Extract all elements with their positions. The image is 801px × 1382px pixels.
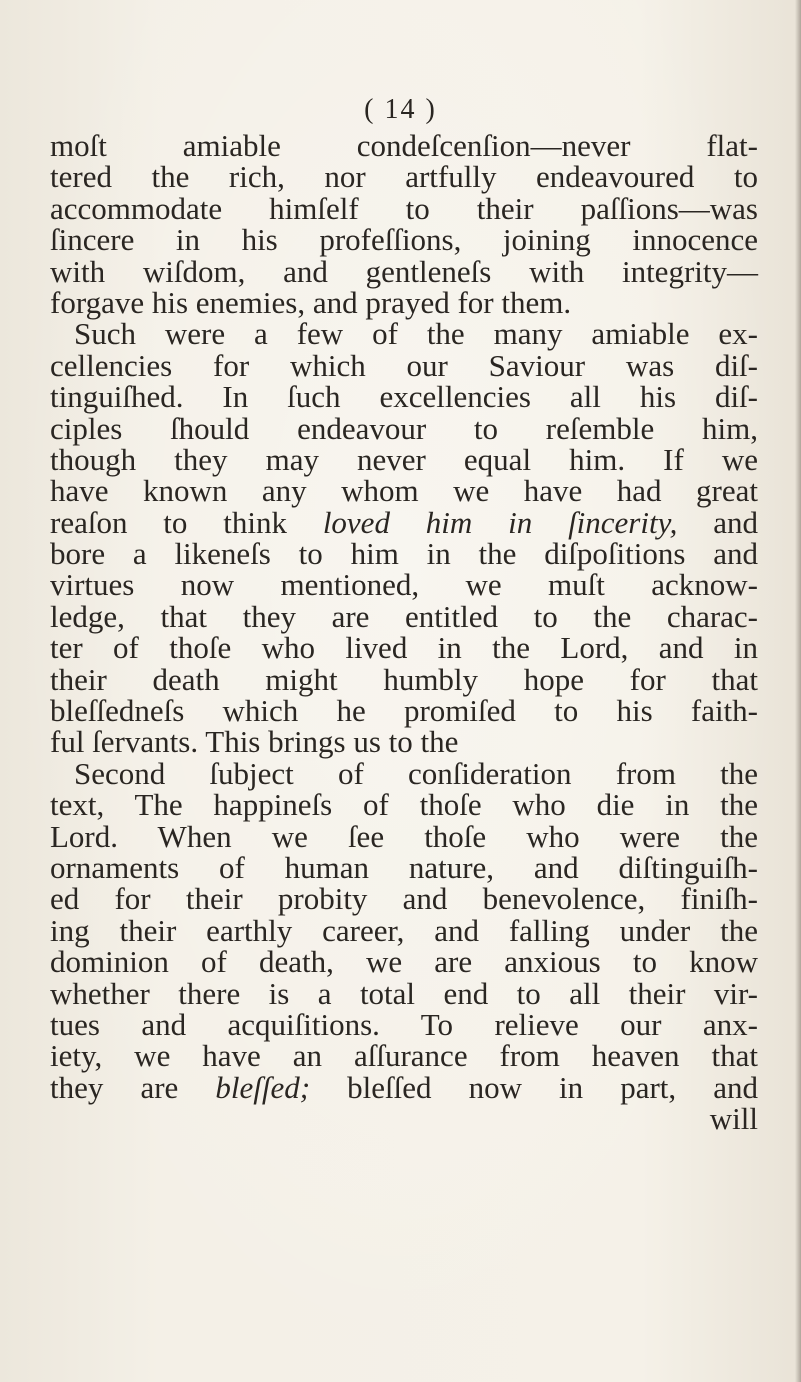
text-line: with wiſdom, and gentleneſs with integrity— <box>50 253 758 289</box>
text-line: their death might humbly hope for that <box>50 661 758 697</box>
text-line: bleſſedneſs which he promiſed to his faith- <box>50 693 758 729</box>
text-line-with-italic <box>50 1069 759 1105</box>
text-line-with-italic <box>50 504 759 540</box>
text-line: tues and acquiſitions. To relieve our anx- <box>50 1006 758 1042</box>
text-line: accommodate himſelf to their paſſions—was <box>50 190 758 226</box>
text-line: ful ſervants. This brings us to the <box>50 724 459 760</box>
text-span: they are <box>50 1069 179 1105</box>
text-line: ornaments of human nature, and diſtinguiſh- <box>50 849 758 885</box>
text-line: tered the rich, nor artfully endeavoured to <box>50 159 758 195</box>
text-line: dominion of death, we are anxious to know <box>50 944 758 980</box>
text-line: ter of thoſe who lived in the Lord, and in <box>50 630 758 666</box>
text-line: Such were a few of the many amiable ex- <box>74 316 758 352</box>
text-line: whether there is a total end to all their vir- <box>50 975 758 1011</box>
page-edge-shadow <box>795 0 801 1382</box>
text-line: ſincere in his profeſſions, joining innocence <box>50 222 758 258</box>
catchword: will <box>709 1101 758 1137</box>
text-line: ledge, that they are entitled to the charac- <box>50 598 758 634</box>
text-line: ing their earthly career, and falling under the <box>50 912 758 948</box>
text-span: reaſon to think <box>50 504 287 540</box>
text-span: and <box>713 504 759 540</box>
text-line: have known any whom we have had great <box>50 473 758 509</box>
text-line: moſt amiable condeſcenſion—never flat- <box>50 128 758 163</box>
text-line: Lord. When we ſee thoſe who were the <box>50 818 758 854</box>
text-line: forgave his enemies, and prayed for them. <box>50 284 572 320</box>
page-number: ( 14 ) <box>364 94 437 125</box>
text-line: iety, we have an aſſurance from heaven that <box>50 1038 758 1074</box>
text-line: cellencies for which our Saviour was diſ- <box>50 347 758 383</box>
body-text <box>50 130 758 1135</box>
text-line: bore a likeneſs to him in the diſpoſitions and <box>50 536 758 572</box>
text-line: ciples ſhould endeavour to reſemble him, <box>50 410 758 446</box>
text-line: text, The happineſs of thoſe who die in the <box>50 787 758 823</box>
text-line: tinguiſhed. In ſuch excellencies all his diſ- <box>50 379 758 415</box>
text-line: virtues now mentioned, we muſt acknow- <box>50 567 758 603</box>
text-line: ed for their probity and benevolence, finiſh- <box>50 881 758 917</box>
text-span: bleſſed now in part, and <box>347 1069 759 1105</box>
text-line: Second ſubject of conſideration from the <box>74 755 758 791</box>
italic-phrase: loved him in ſincerity, <box>322 504 678 540</box>
italic-phrase: bleſſed; <box>215 1069 311 1105</box>
text-line: though they may never equal him. If we <box>50 441 758 477</box>
